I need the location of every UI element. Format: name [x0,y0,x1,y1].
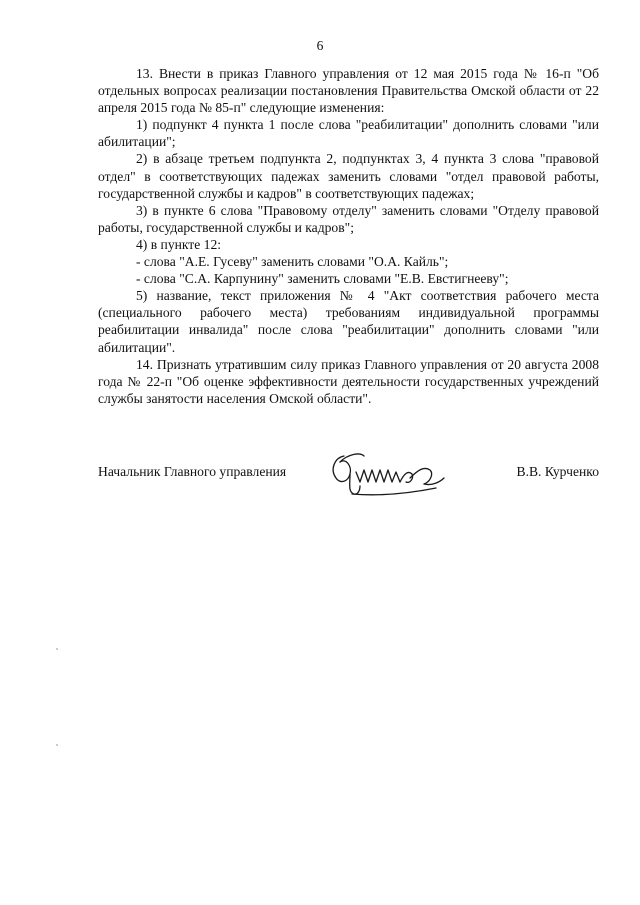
paragraph-subitem-2: 2) в абзаце третьем подпункта 2, подпунктах 3, 4 пункта 3 слова "правовой отдел" в соответствующих падежах заменить словами "отдел правовой работы, государственной службы и кадров" в соответствующих падежах; [98,151,599,201]
scan-speck [56,648,58,650]
signatory-name: В.В. Курченко [516,464,599,479]
signatory-position: Начальник Главного управления [98,464,287,479]
paragraph-item-14: 14. Признать утратившим силу приказ Главного управления от 20 августа 2008 года № 22-п "Об оценке эффективности деятельности государственных учреждений службы занятости населения Омской области". [98,356,599,406]
scan-speck [56,744,58,746]
paragraph-subitem-3: 3) в пункте 6 слова "Правовому отделу" заменить словами "Отделу правовой работы, государственной службы и кадров"; [98,202,599,235]
paragraph-subitem-1: 1) подпункт 4 пункта 1 после слова "реабилитации" дополнить словами "или абилитации"; [98,117,599,150]
page-number: 6 [316,38,324,53]
paragraph-dash-2: - слова "С.А. Карпунину" заменить словами "Е.В. Евстигнееву"; [136,271,509,287]
paragraph-subitem-5: 5) название, текст приложения № 4 "Акт соответствия рабочего места (специального рабочего места) требованиям индивидуальной программы реабилитации инвалида" после слова "реабилитации" дополнить словами "или абилитации". [98,288,599,355]
document-body [98,65,599,407]
paragraph-item-13: 13. Внести в приказ Главного управления от 12 мая 2015 года № 16-п "Об отдельных вопросах реализации постановления Правительства Омской области от 22 апреля 2015 года № 85-п" следующие изменения: [98,66,599,116]
paragraph-dash-1: - слова "А.Е. Гусеву" заменить словами "О.А. Кайль"; [136,254,449,270]
signature-block [98,460,599,510]
paragraph-subitem-4: 4) в пункте 12: [136,236,222,252]
handwritten-signature-icon [326,448,456,502]
